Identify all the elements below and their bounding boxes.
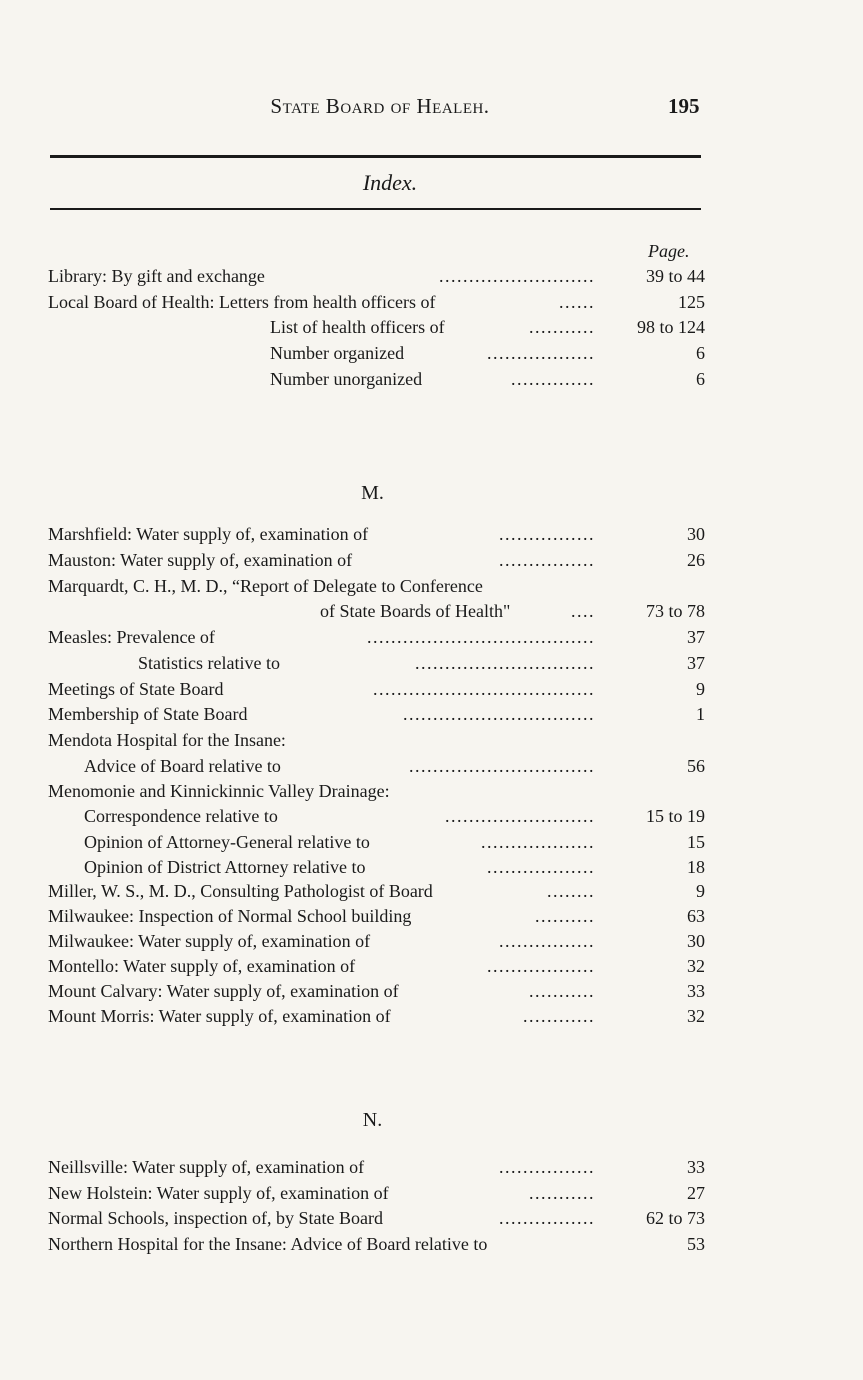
entry-page: 6 xyxy=(696,343,705,363)
entry-text: Milwaukee: Water supply of, examination of xyxy=(48,931,371,951)
bottom-rule xyxy=(50,208,701,210)
entry-text: Montello: Water supply of, examination of xyxy=(48,956,356,976)
entry-page: 32 xyxy=(687,956,705,976)
entry-leader: .............................. xyxy=(415,653,595,673)
entry-page: 39 to 44 xyxy=(645,266,705,286)
entry-leader: ................ xyxy=(499,550,595,570)
entry-text: Normal Schools, inspection of, by State Board xyxy=(48,1208,383,1228)
index-entry xyxy=(0,627,863,653)
entry-leader: ................ xyxy=(499,524,595,544)
index-entry xyxy=(0,576,863,602)
entry-text: Milwaukee: Inspection of Normal School building xyxy=(48,906,412,926)
section-letter-n: N. xyxy=(362,1109,383,1131)
page-column-heading: Page. xyxy=(648,241,690,261)
entry-text: Mount Calvary: Water supply of, examination of xyxy=(48,981,399,1001)
entry-text: Opinion of District Attorney relative to xyxy=(84,857,366,877)
index-entry xyxy=(0,1208,863,1234)
entry-page: 37 xyxy=(687,627,705,647)
entry-page: 53 xyxy=(687,1234,705,1254)
index-entry xyxy=(0,317,863,343)
entry-text: Mendota Hospital for the Insane: xyxy=(48,730,286,750)
index-entry xyxy=(0,292,863,318)
entry-page: 62 to 73 xyxy=(645,1208,705,1228)
entry-text: Number unorganized xyxy=(270,369,423,389)
index-entry xyxy=(0,931,863,957)
index-entry xyxy=(0,1157,863,1183)
entry-leader: ........ xyxy=(547,881,595,901)
entry-page: 1 xyxy=(696,704,705,724)
entry-text: List of health officers of xyxy=(270,317,445,337)
entry-text: Marshfield: Water supply of, examination of xyxy=(48,524,369,544)
entry-leader: ........... xyxy=(529,1183,595,1203)
index-entry xyxy=(0,704,863,730)
index-entry xyxy=(0,832,863,858)
entry-page: 73 to 78 xyxy=(645,601,705,621)
entry-leader: ................... xyxy=(481,832,595,852)
entry-page: 63 xyxy=(687,906,705,926)
entry-leader: ........... xyxy=(529,981,595,1001)
index-entry xyxy=(0,369,863,395)
index-entry xyxy=(0,781,863,807)
entry-text: Number organized xyxy=(270,343,405,363)
entry-text: Northern Hospital for the Insane: Advice of Board relative to xyxy=(48,1234,488,1254)
index-title: Index. xyxy=(362,170,418,195)
entry-text: Marquardt, C. H., M. D., “Report of Delegate to Conference xyxy=(48,576,483,596)
entry-text: of State Boards of Health" xyxy=(320,601,511,621)
entry-page: 30 xyxy=(687,931,705,951)
section-letter-m: M. xyxy=(361,482,384,504)
entry-text: Menomonie and Kinnickinnic Valley Drainage: xyxy=(48,781,390,801)
index-entry xyxy=(0,906,863,932)
entry-page: 33 xyxy=(687,1157,705,1177)
entry-leader: .............. xyxy=(511,369,595,389)
entry-page: 15 xyxy=(687,832,705,852)
index-entry xyxy=(0,981,863,1007)
entry-leader: ................ xyxy=(499,1208,595,1228)
entry-leader: ................ xyxy=(499,931,595,951)
entry-page: 9 xyxy=(696,881,705,901)
entry-page: 9 xyxy=(696,679,705,699)
entry-page: 37 xyxy=(687,653,705,673)
index-entry xyxy=(0,806,863,832)
entry-text: Neillsville: Water supply of, examination of xyxy=(48,1157,365,1177)
entry-leader: ................ xyxy=(499,1157,595,1177)
index-entry xyxy=(0,679,863,705)
entry-text: New Holstein: Water supply of, examination of xyxy=(48,1183,389,1203)
index-entry xyxy=(0,343,863,369)
entry-text: Correspondence relative to xyxy=(84,806,278,826)
entry-leader: ...................................... xyxy=(367,627,595,647)
index-entry xyxy=(0,601,863,627)
entry-leader: ..................................... xyxy=(373,679,595,699)
entry-page: 125 xyxy=(678,292,705,312)
index-entry xyxy=(0,730,863,756)
entry-page: 26 xyxy=(687,550,705,570)
entry-page: 30 xyxy=(687,524,705,544)
entry-page: 18 xyxy=(687,857,705,877)
entry-page: 98 to 124 xyxy=(636,317,705,337)
entry-page: 56 xyxy=(687,756,705,776)
entry-text: Mount Morris: Water supply of, examination of xyxy=(48,1006,391,1026)
index-entry xyxy=(0,857,863,883)
entry-leader: .... xyxy=(571,601,595,621)
entry-leader: ............ xyxy=(523,1006,595,1026)
entry-text: Local Board of Health: Letters from health officers of xyxy=(48,292,436,312)
index-entry xyxy=(0,1006,863,1032)
entry-text: Meetings of State Board xyxy=(48,679,224,699)
entry-text: Membership of State Board xyxy=(48,704,248,724)
index-entry xyxy=(0,956,863,982)
index-entry xyxy=(0,881,863,907)
entry-leader: ...... xyxy=(559,292,595,312)
entry-leader: .......................... xyxy=(439,266,595,286)
entry-text: Library: By gift and exchange xyxy=(48,266,265,286)
running-header-title: State Board of Healeh. xyxy=(270,94,490,118)
index-entry xyxy=(0,756,863,782)
index-entry xyxy=(0,524,863,550)
index-entry xyxy=(0,653,863,679)
entry-text: Statistics relative to xyxy=(138,653,280,673)
entry-leader: ................................ xyxy=(403,704,595,724)
index-entry xyxy=(0,550,863,576)
entry-page: 15 to 19 xyxy=(645,806,705,826)
entry-page: 27 xyxy=(687,1183,705,1203)
entry-leader: .......... xyxy=(535,906,595,926)
entry-leader: ............................... xyxy=(409,756,595,776)
entry-text: Advice of Board relative to xyxy=(84,756,281,776)
entry-page: 6 xyxy=(696,369,705,389)
page-number: 195 xyxy=(668,94,700,118)
index-entry xyxy=(0,1183,863,1209)
entry-leader: .................. xyxy=(487,343,595,363)
entry-page: 32 xyxy=(687,1006,705,1026)
entry-page: 33 xyxy=(687,981,705,1001)
index-entry xyxy=(0,266,863,292)
top-rule xyxy=(50,155,701,158)
entry-leader: .................. xyxy=(487,956,595,976)
entry-leader: ......................... xyxy=(445,806,595,826)
entry-text: Measles: Prevalence of xyxy=(48,627,215,647)
entry-text: Mauston: Water supply of, examination of xyxy=(48,550,353,570)
entry-leader: ........... xyxy=(529,317,595,337)
entry-text: Opinion of Attorney-General relative to xyxy=(84,832,370,852)
index-entry xyxy=(0,1234,863,1260)
entry-text: Miller, W. S., M. D., Consulting Pathologist of Board xyxy=(48,881,433,901)
entry-leader: .................. xyxy=(487,857,595,877)
